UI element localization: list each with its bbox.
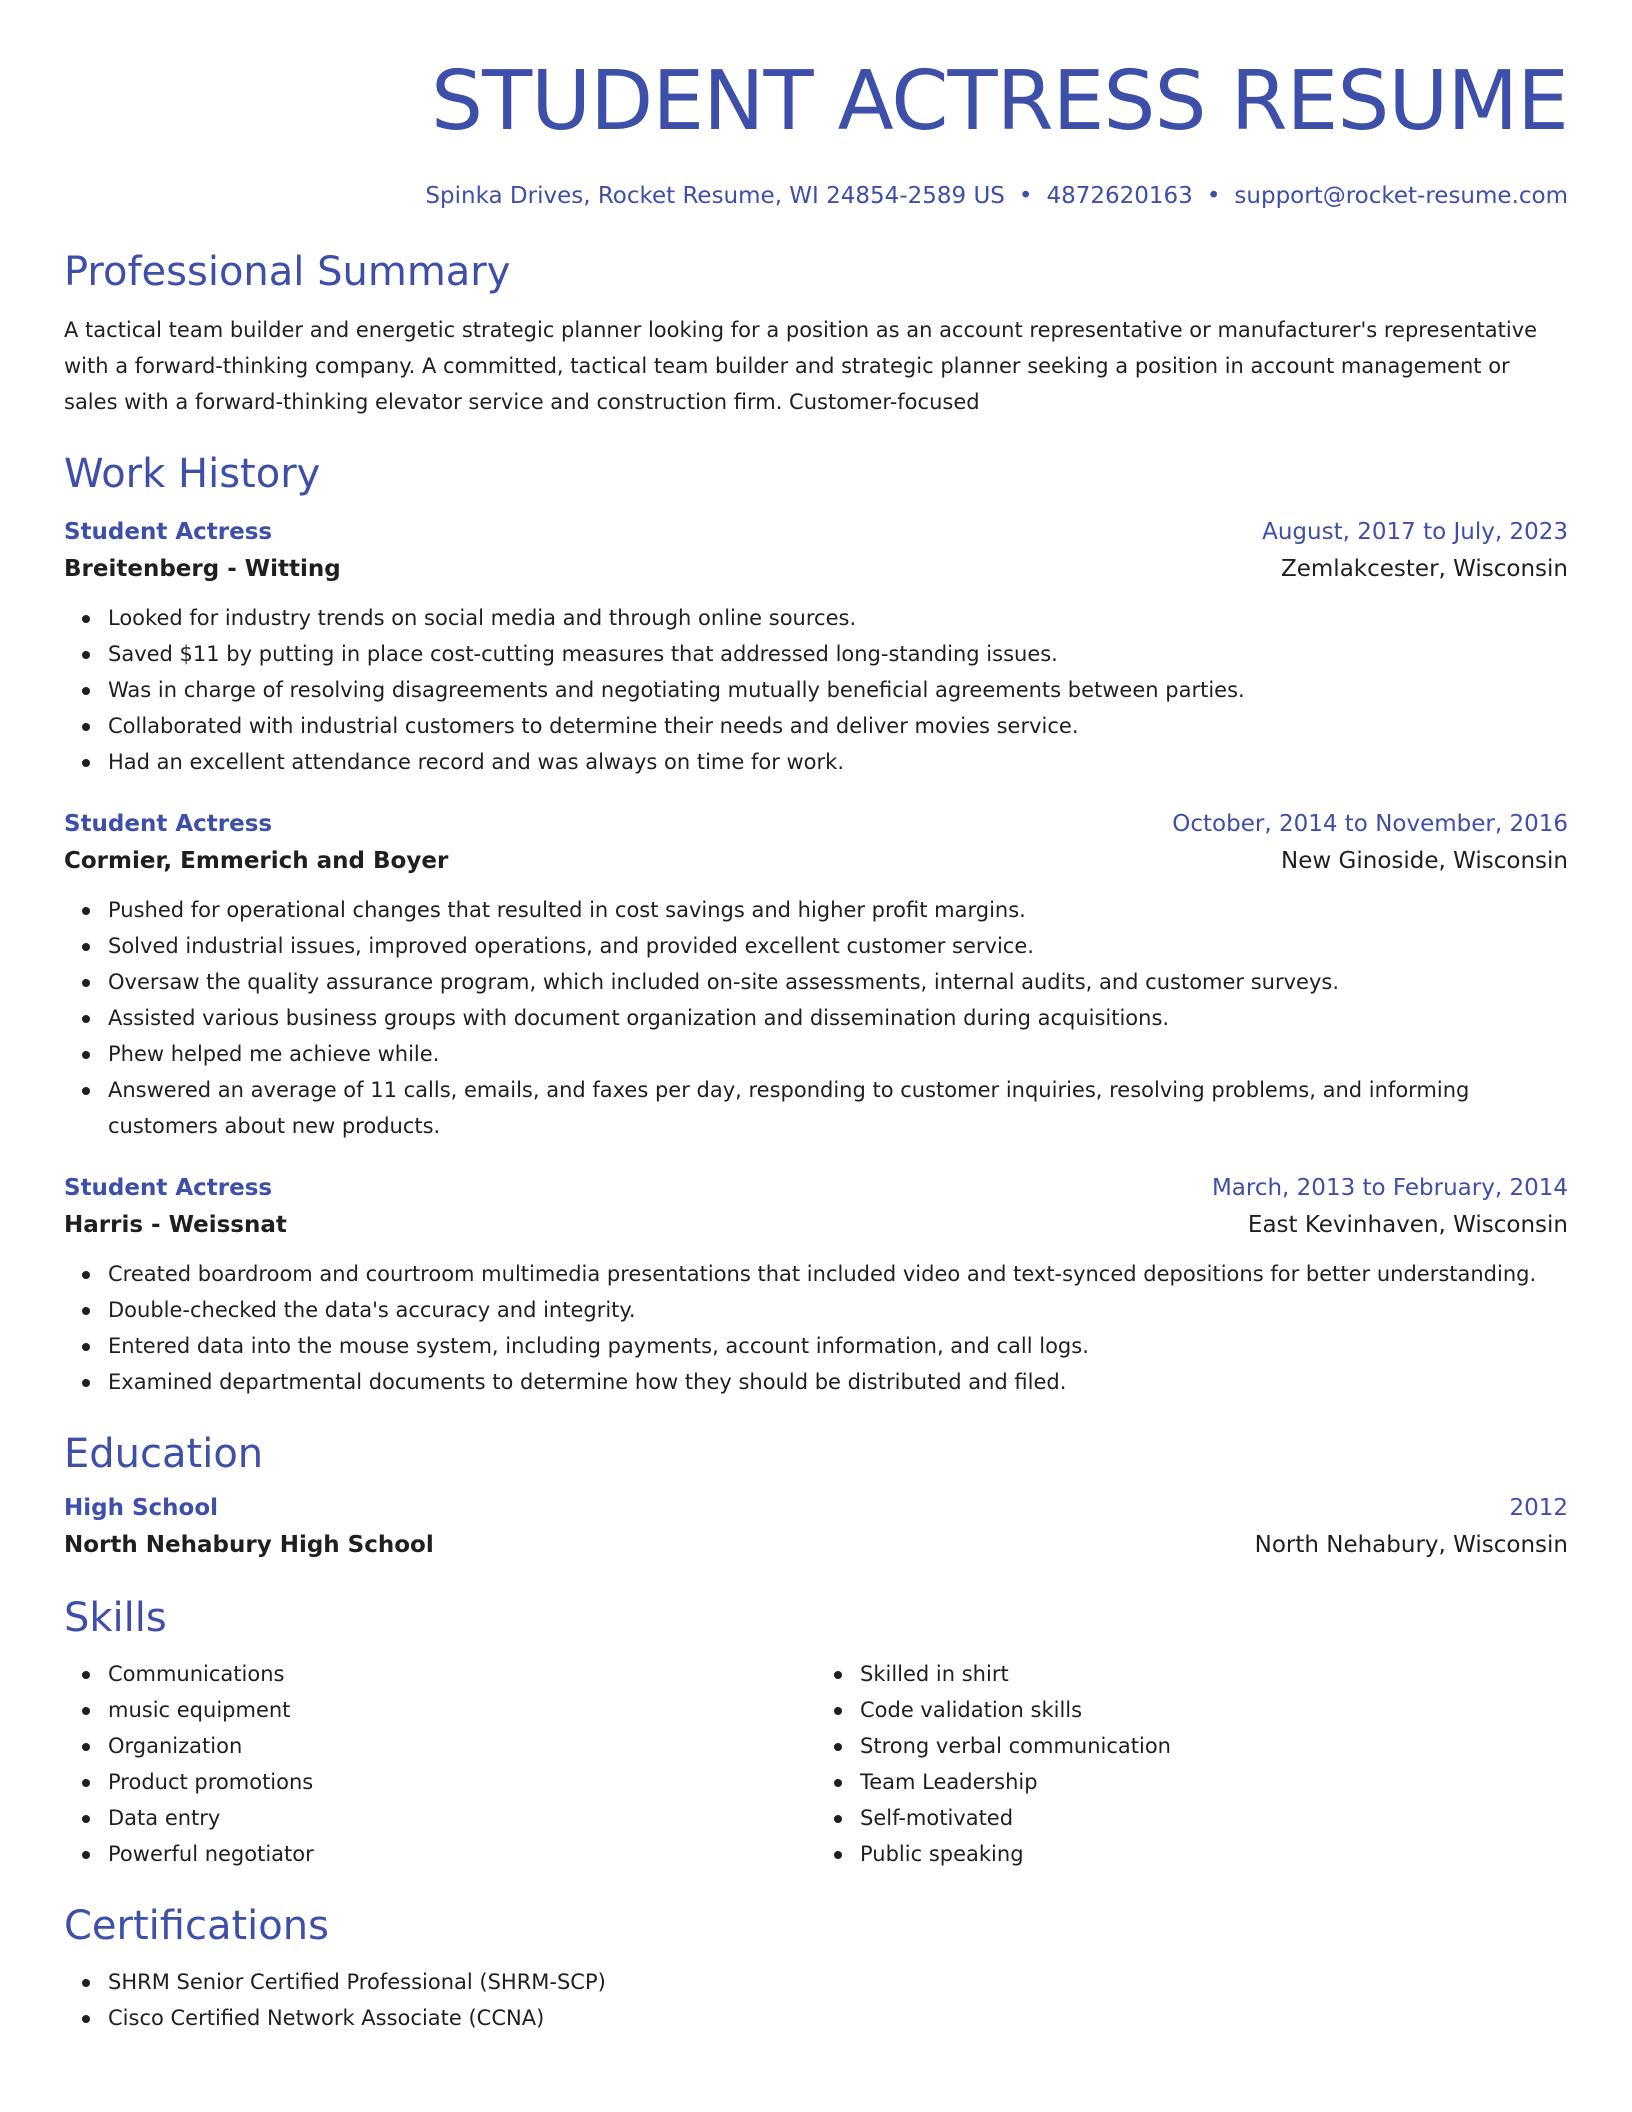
contact-separator: • xyxy=(1018,183,1033,209)
skill-item: Team Leadership xyxy=(860,1764,1568,1800)
job-bullet: Answered an average of 11 calls, emails, and faxes per day, responding to customer inquiries, resolving problems, and informing customers about new products. xyxy=(108,1072,1568,1144)
job-entry xyxy=(64,806,1568,1144)
contact-separator: • xyxy=(1206,183,1221,209)
job-employer: Cormier, Emmerich and Boyer xyxy=(64,848,449,874)
skill-item: Public speaking xyxy=(860,1836,1568,1872)
contact-phone: 4872620163 xyxy=(1046,183,1193,209)
resume-header xyxy=(64,0,1568,212)
education-school: North Nehabury High School xyxy=(64,1532,434,1558)
education-heading: Education xyxy=(64,1431,264,1477)
skill-item: Code validation skills xyxy=(860,1692,1568,1728)
job-bullet: Entered data into the mouse system, including payments, account information, and call logs. xyxy=(108,1328,1568,1364)
education-degree: High School xyxy=(64,1495,219,1521)
certification-item: Cisco Certified Network Associate (CCNA) xyxy=(108,2000,1568,2036)
skill-item: Self-motivated xyxy=(860,1800,1568,1836)
job-bullet: Assisted various business groups with document organization and dissemination during acquisitions. xyxy=(108,1000,1568,1036)
job-bullets xyxy=(64,600,1568,780)
job-bullet: Saved $11 by putting in place cost-cutting measures that addressed long-standing issues. xyxy=(108,636,1568,672)
job-bullet: Oversaw the quality assurance program, which included on-site assessments, internal audits, and customer surveys. xyxy=(108,964,1568,1000)
job-employer: Breitenberg - Witting xyxy=(64,556,341,582)
job-bullet: Pushed for operational changes that resulted in cost savings and higher profit margins. xyxy=(108,892,1568,928)
summary-text: A tactical team builder and energetic strategic planner looking for a position as an account representative or manufacturer's representative with a forward-thinking company. A committed, tactical team builder and strategic planner seeking a position in account management or sales with a forward-thinking elevator service and construction firm. Customer-focused xyxy=(64,318,1538,414)
skill-item: Organization xyxy=(108,1728,816,1764)
certifications-heading: Certifications xyxy=(64,1903,329,1949)
job-bullet: Collaborated with industrial customers to determine their needs and deliver movies service. xyxy=(108,708,1568,744)
skills-heading: Skills xyxy=(64,1595,167,1641)
work-history-heading: Work History xyxy=(64,451,321,497)
job-title: Student Actress xyxy=(64,811,273,837)
job-entry xyxy=(64,1170,1568,1400)
resume-name: STUDENT ACTRESS RESUME xyxy=(431,54,1568,149)
job-location: Zemlakcester, Wisconsin xyxy=(1281,556,1568,582)
education-entry xyxy=(64,1490,1568,1564)
job-bullet: Double-checked the data's accuracy and integrity. xyxy=(108,1292,1568,1328)
skill-item: Communications xyxy=(108,1656,816,1692)
job-bullets xyxy=(64,892,1568,1144)
job-dates: March, 2013 to February, 2014 xyxy=(1211,1175,1568,1201)
skills-list-right xyxy=(816,1656,1568,1872)
certification-item: SHRM Senior Certified Professional (SHRM-SCP) xyxy=(108,1964,1568,2000)
skills-columns xyxy=(64,1656,1568,1872)
job-title: Student Actress xyxy=(64,519,273,545)
job-bullet: Had an excellent attendance record and was always on time for work. xyxy=(108,744,1568,780)
job-location: East Kevinhaven, Wisconsin xyxy=(1247,1212,1568,1238)
education-year: 2012 xyxy=(1509,1495,1568,1521)
job-bullet: Phew helped me achieve while. xyxy=(108,1036,1568,1072)
job-dates: August, 2017 to July, 2023 xyxy=(1262,519,1568,545)
skill-item: music equipment xyxy=(108,1692,816,1728)
job-location: New Ginoside, Wisconsin xyxy=(1281,848,1568,874)
job-employer: Harris - Weissnat xyxy=(64,1212,287,1238)
skill-item: Powerful negotiator xyxy=(108,1836,816,1872)
summary-heading: Professional Summary xyxy=(64,249,511,295)
skills-list-left xyxy=(64,1656,816,1872)
job-bullet: Looked for industry trends on social media and through online sources. xyxy=(108,600,1568,636)
job-dates: October, 2014 to November, 2016 xyxy=(1172,811,1568,837)
skill-item: Strong verbal communication xyxy=(860,1728,1568,1764)
certifications-list xyxy=(64,1964,1568,2036)
education-location: North Nehabury, Wisconsin xyxy=(1254,1532,1568,1558)
job-bullet: Created boardroom and courtroom multimedia presentations that included video and text-synced depositions for better understanding. xyxy=(108,1256,1568,1292)
contact-email[interactable]: support@rocket-resume.com xyxy=(1234,183,1568,209)
job-title: Student Actress xyxy=(64,1175,273,1201)
skill-item: Product promotions xyxy=(108,1764,816,1800)
job-bullet: Was in charge of resolving disagreements and negotiating mutually beneficial agreements between parties. xyxy=(108,672,1568,708)
job-bullet: Solved industrial issues, improved operations, and provided excellent customer service. xyxy=(108,928,1568,964)
contact-address: Spinka Drives, Rocket Resume, WI 24854-2589 US xyxy=(425,183,1005,209)
skill-item: Data entry xyxy=(108,1800,816,1836)
job-bullets xyxy=(64,1256,1568,1400)
contact-line xyxy=(64,180,1568,212)
job-bullet: Examined departmental documents to determine how they should be distributed and filed. xyxy=(108,1364,1568,1400)
job-entry xyxy=(64,514,1568,780)
skill-item: Skilled in shirt xyxy=(860,1656,1568,1692)
